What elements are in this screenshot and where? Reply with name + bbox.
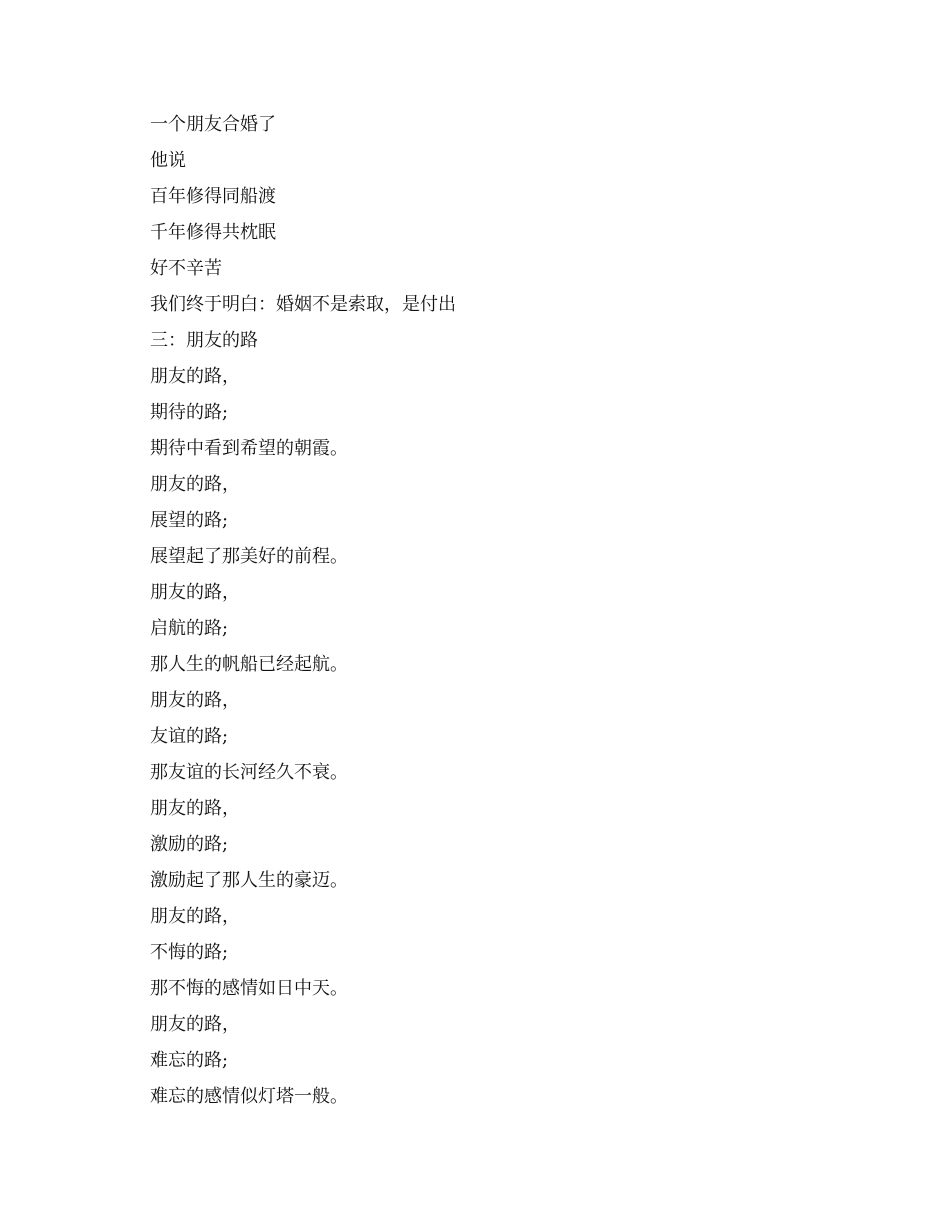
document-body <box>150 107 850 1115</box>
text-line: 展望起了那美好的前程。 <box>150 546 348 567</box>
text-line: 朋友的路， <box>150 798 240 819</box>
text-line: 那人生的帆船已经起航。 <box>150 654 348 675</box>
text-line: 那友谊的长河经久不衰。 <box>150 762 348 783</box>
text-line: 千年修得共枕眠 <box>150 222 276 243</box>
text-line: 难忘的路; <box>150 1050 229 1071</box>
text-line: 他说 <box>150 150 186 171</box>
text-line: 我们终于明白：婚姻不是索取，是付出 <box>150 294 456 315</box>
text-line: 友谊的路; <box>150 726 229 747</box>
text-line: 朋友的路， <box>150 690 240 711</box>
text-line: 激励起了那人生的豪迈。 <box>150 870 348 891</box>
text-line: 激励的路; <box>150 834 229 855</box>
text-line: 朋友的路， <box>150 582 240 603</box>
text-line: 不悔的路; <box>150 942 229 963</box>
text-line: 朋友的路， <box>150 366 240 387</box>
text-line: 朋友的路， <box>150 474 240 495</box>
text-line: 一个朋友合婚了 <box>150 114 276 135</box>
text-line: 启航的路; <box>150 618 229 639</box>
text-line: 朋友的路， <box>150 1014 240 1035</box>
text-line: 百年修得同船渡 <box>150 186 276 207</box>
text-line: 难忘的感情似灯塔一般。 <box>150 1086 348 1107</box>
text-line: 期待的路; <box>150 402 229 423</box>
text-line: 期待中看到希望的朝霞。 <box>150 438 348 459</box>
text-line: 好不辛苦 <box>150 258 222 279</box>
text-line: 那不悔的感情如日中天。 <box>150 978 348 999</box>
text-line: 展望的路; <box>150 510 229 531</box>
text-line: 朋友的路， <box>150 906 240 927</box>
section-heading: 三：朋友的路 <box>150 330 258 351</box>
